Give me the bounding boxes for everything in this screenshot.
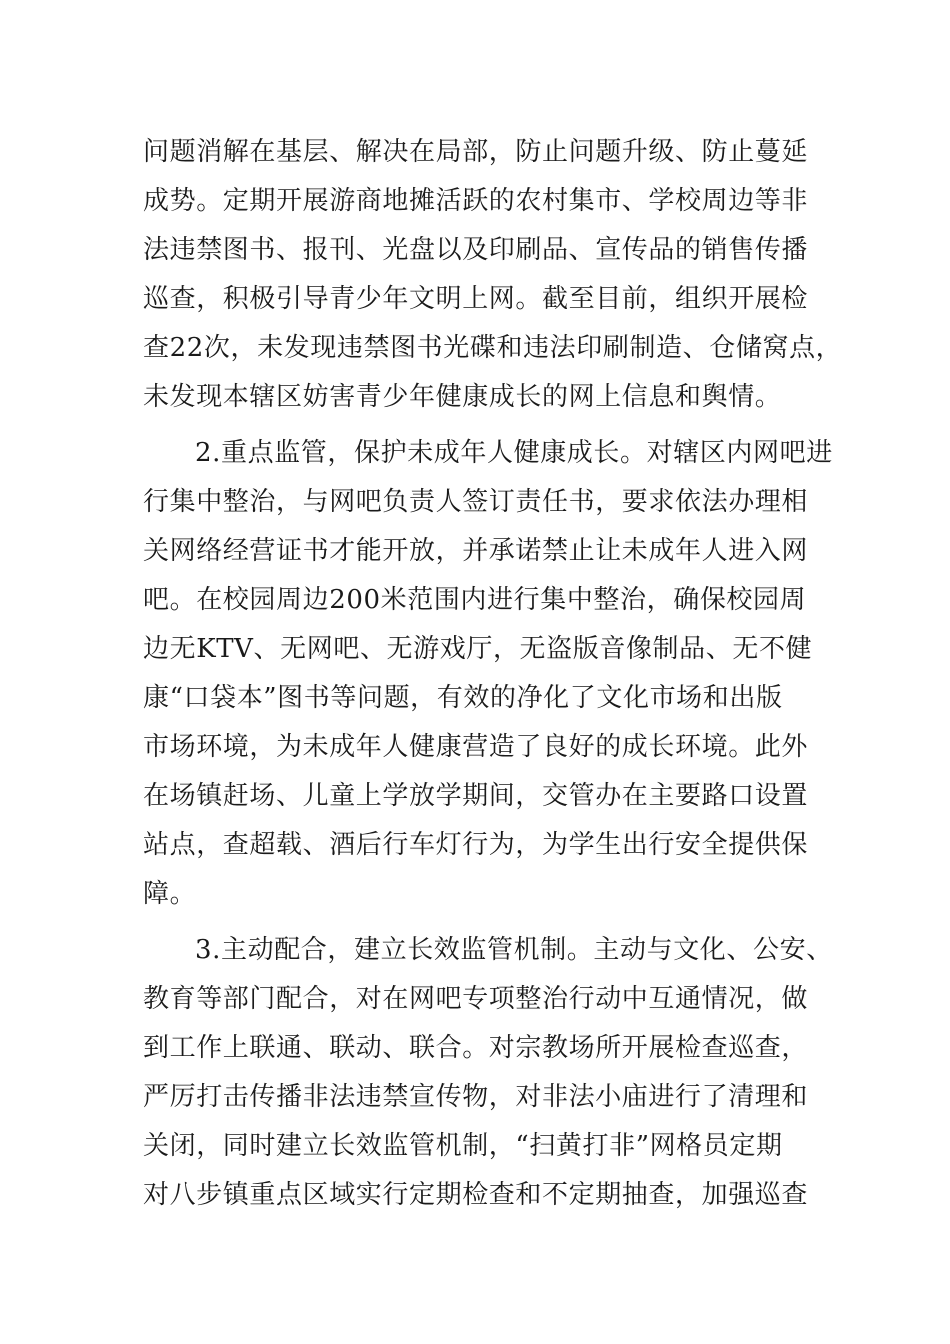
paragraph-inspection-results: [143, 128, 843, 422]
text-line: 站点，查超载、酒后行车灯行为，为学生出行安全提供保: [143, 830, 809, 860]
text-line: 成势。定期开展游商地摊活跃的农村集市、学校周边等非: [143, 186, 809, 216]
text-line: 关闭，同时建立长效监管机制，“扫黄打非”网格员定期: [143, 1131, 783, 1161]
text-line: 3.主动配合，建立长效监管机制。主动与文化、公安、: [195, 935, 833, 965]
text-line: 边无KTV、无网吧、无游戏厅，无盗版音像制品、无不健: [143, 634, 813, 664]
text-line: 未发现本辖区妨害青少年健康成长的网上信息和舆情。: [143, 382, 782, 412]
text-line: 2.重点监管，保护未成年人健康成长。对辖区内网吧进: [195, 438, 833, 468]
text-line: 康“口袋本”图书等问题，有效的净化了文化市场和出版: [143, 683, 783, 713]
text-line: 在场镇赶场、儿童上学放学期间，交管办在主要路口设置: [143, 781, 809, 811]
text-line: 巡查，积极引导青少年文明上网。截至目前，组织开展检: [143, 284, 809, 314]
text-line: 法违禁图书、报刊、光盘以及印刷品、宣传品的销售传播: [143, 235, 809, 265]
text-line: 问题消解在基层、解决在局部，防止问题升级、防止蔓延: [143, 137, 809, 167]
text-line: 行集中整治，与网吧负责人签订责任书，要求依法办理相: [143, 487, 809, 517]
text-line: 市场环境，为未成年人健康营造了良好的成长环境。此外: [143, 732, 809, 762]
text-line: 对八步镇重点区域实行定期检查和不定期抽查，加强巡查: [143, 1180, 809, 1210]
body-text: [143, 128, 843, 1220]
text-line: 查22次，未发现违禁图书光碟和违法印刷制造、仓储窝点，: [143, 333, 843, 363]
paragraph-cooperation-mechanism: [143, 926, 833, 1220]
text-line: 教育等部门配合，对在网吧专项整治行动中互通情况，做: [143, 984, 809, 1014]
text-line: 吧。在校园周边200米范围内进行集中整治，确保校园周: [143, 585, 807, 615]
text-line: 关网络经营证书才能开放，并承诺禁止让未成年人进入网: [143, 536, 809, 566]
paragraph-key-supervision: [143, 429, 833, 919]
text-line: 到工作上联通、联动、联合。对宗教场所开展检查巡查，: [143, 1033, 809, 1063]
text-line: 严厉打击传播非法违禁宣传物，对非法小庙进行了清理和: [143, 1082, 809, 1112]
text-line: 障。: [143, 879, 197, 909]
